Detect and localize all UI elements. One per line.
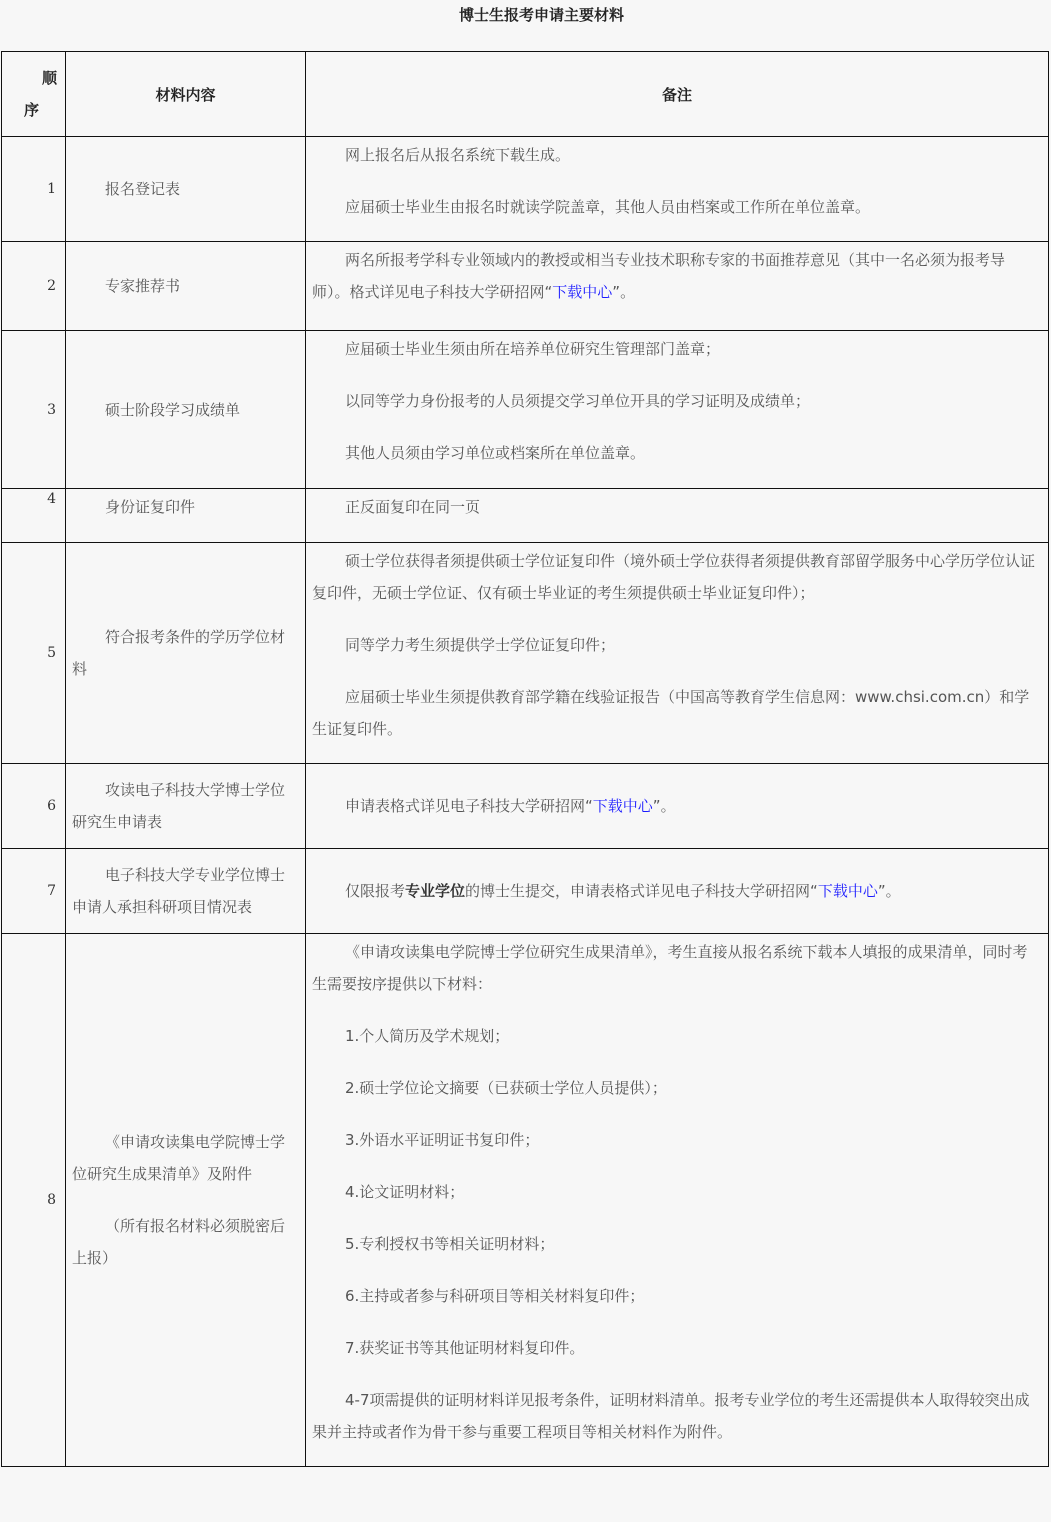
table-row — [2, 242, 1049, 331]
download-center-link[interactable]: 下载中心 — [592, 797, 653, 815]
material-cell: 符合报考条件的学历学位材料 — [66, 543, 306, 764]
row-number: 4 — [2, 489, 66, 543]
note-cell: 两名所报考学科专业领域内的教授或相当专业技术职称专家的书面推荐意见（其中一名必须为报考导师）。格式详见电子科技大学研招网“下载中心”。 — [306, 242, 1049, 331]
header-order: 顺 序 — [2, 52, 66, 137]
note-cell: 申请表格式详见电子科技大学研招网“下载中心”。 — [306, 764, 1049, 849]
material-cell: 硕士阶段学习成绩单 — [66, 331, 306, 489]
material-cell: 专家推荐书 — [66, 242, 306, 331]
row-number: 5 — [2, 543, 66, 764]
table-header-row — [2, 52, 1049, 137]
row-number: 2 — [2, 242, 66, 331]
material-cell: 电子科技大学专业学位博士申请人承担科研项目情况表 — [66, 849, 306, 934]
header-material: 材料内容 — [66, 52, 306, 137]
table-row — [2, 543, 1049, 764]
material-cell: 报名登记表 — [66, 137, 306, 242]
table-row — [2, 331, 1049, 489]
note-cell: 正反面复印在同一页 — [306, 489, 1049, 543]
table-row — [2, 489, 1049, 543]
table-row — [2, 934, 1049, 1467]
note-cell: 仅限报考专业学位的博士生提交，申请表格式详见电子科技大学研招网“下载中心”。 — [306, 849, 1049, 934]
materials-table — [1, 51, 1049, 1467]
row-number: 6 — [2, 764, 66, 849]
table-row — [2, 849, 1049, 934]
download-center-link[interactable]: 下载中心 — [817, 882, 878, 900]
material-cell: 攻读电子科技大学博士学位研究生申请表 — [66, 764, 306, 849]
table-row — [2, 137, 1049, 242]
material-cell: 身份证复印件 — [66, 489, 306, 543]
row-number: 8 — [2, 934, 66, 1467]
page-title: 博士生报考申请主要材料 — [458, 6, 624, 24]
row-number: 1 — [2, 137, 66, 242]
row-number: 7 — [2, 849, 66, 934]
table-row — [2, 764, 1049, 849]
professional-degree-emphasis: 专业学位 — [405, 882, 466, 900]
note-cell: 硕士学位获得者须提供硕士学位证复印件（境外硕士学位获得者须提供教育部留学服务中心学历学位认证复印件，无硕士学位证、仅有硕士毕业证的考生须提供硕士毕业证复印件）； 同等学力考生须提供学士学位证复印件； 应届硕士毕业生须提供教育部学籍在线验证报告（中国高等教育学生信息网：www.chsi.com.cn）和学生证复印件。 — [306, 543, 1049, 764]
material-cell: 《申请攻读集电学院博士学位研究生成果清单》及附件 （所有报名材料必须脱密后上报） — [66, 934, 306, 1467]
note-cell: 《申请攻读集电学院博士学位研究生成果清单》，考生直接从报名系统下载本人填报的成果清单，同时考生需要按序提供以下材料： 1.个人简历及学术规划； 2.硕士学位论文摘要（已获硕士学位人员提供）； 3.外语水平证明证书复印件； 4.论文证明材料； 5.专利授权书等相关证明材料； 6.主持或者参与科研项目等相关材料复印件； 7.获奖证书等其他证明材料复印件。 4-7项需提供的证明材料详见报考条件，证明材料清单。报考专业学位的考生还需提供本人取得较突出成果并主持或者作为骨干参与重要工程项目等相关材料作为附件。 — [306, 934, 1049, 1467]
row-number: 3 — [2, 331, 66, 489]
download-center-link[interactable]: 下载中心 — [552, 283, 613, 301]
header-note: 备注 — [306, 52, 1049, 137]
note-cell: 网上报名后从报名系统下载生成。 应届硕士毕业生由报名时就读学院盖章，其他人员由档案或工作所在单位盖章。 — [306, 137, 1049, 242]
note-cell: 应届硕士毕业生须由所在培养单位研究生管理部门盖章； 以同等学力身份报考的人员须提交学习单位开具的学习证明及成绩单； 其他人员须由学习单位或档案所在单位盖章。 — [306, 331, 1049, 489]
